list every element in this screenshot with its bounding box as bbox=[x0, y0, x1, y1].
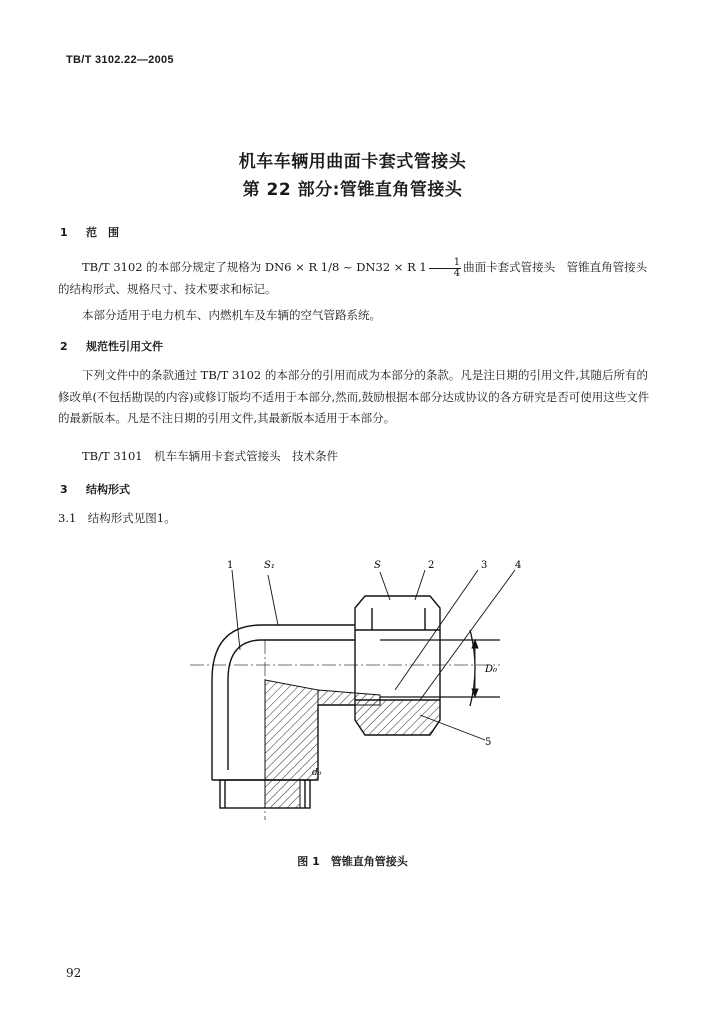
callout-1: 1 bbox=[227, 560, 234, 571]
section-number: 1 bbox=[60, 226, 68, 239]
centerlines bbox=[190, 640, 500, 820]
section-2-paragraph-1: 下列文件中的条款通过 TB/T 3102 的本部分的引用而成为本部分的条款。凡是注日期的引用文件,其随后所有的修改单(不包括勘误的内容)或修订版均不适用于本部分,然而,鼓励根据本部分达成协议的各方研究是否可使用这些文件的最新版本。凡是不注日期的引用文件,其最新版本适用于本部分。 bbox=[58, 368, 650, 425]
label-s1: S₁ bbox=[264, 560, 275, 571]
label-d0: D₀ bbox=[485, 664, 498, 675]
section-title: 结构形式 bbox=[86, 483, 130, 496]
paragraph-text: 曲面卡套式管接头 管锥直角管接头的结构形式、规格尺寸、技术要求和标记。 bbox=[58, 260, 648, 296]
standard-number-header: TB/T 3102.22—2005 bbox=[66, 54, 174, 66]
label-s: S bbox=[374, 560, 381, 571]
label-d0-small: d₀ bbox=[312, 768, 322, 778]
section-1-paragraph-2: 本部分适用于电力机车、内燃机车及车辆的空气管路系统。 bbox=[82, 308, 381, 322]
section-number: 3 bbox=[60, 483, 68, 496]
document-title-line2: 第 22 部分:管锥直角管接头 bbox=[242, 180, 463, 200]
callout-3: 3 bbox=[481, 560, 488, 571]
paragraph-text: TB/T 3102 的本部分规定了规格为 DN6 × R 1/8 ~ DN32 × R 1 bbox=[82, 260, 427, 274]
section-2-reference: TB/T 3101 机车车辆用卡套式管接头 技术条件 bbox=[82, 449, 339, 463]
section-title: 范 围 bbox=[86, 226, 119, 239]
figure-1-caption: 图 1 管锥直角管接头 bbox=[297, 855, 408, 868]
fraction-denominator: 4 bbox=[453, 267, 461, 279]
section-number: 2 bbox=[60, 340, 68, 353]
section-hatch bbox=[265, 680, 318, 780]
fraction-numerator: 1 bbox=[429, 258, 461, 269]
callout-2: 2 bbox=[428, 560, 435, 571]
document-title-line1: 机车车辆用曲面卡套式管接头 bbox=[238, 152, 467, 172]
callout-4: 4 bbox=[515, 560, 522, 571]
section-hatch bbox=[265, 780, 300, 808]
page-number: 92 bbox=[66, 966, 82, 980]
callout-5: 5 bbox=[485, 737, 492, 748]
section-title: 规范性引用文件 bbox=[86, 340, 163, 353]
clause-3-1: 3.1 结构形式见图1。 bbox=[58, 511, 176, 525]
